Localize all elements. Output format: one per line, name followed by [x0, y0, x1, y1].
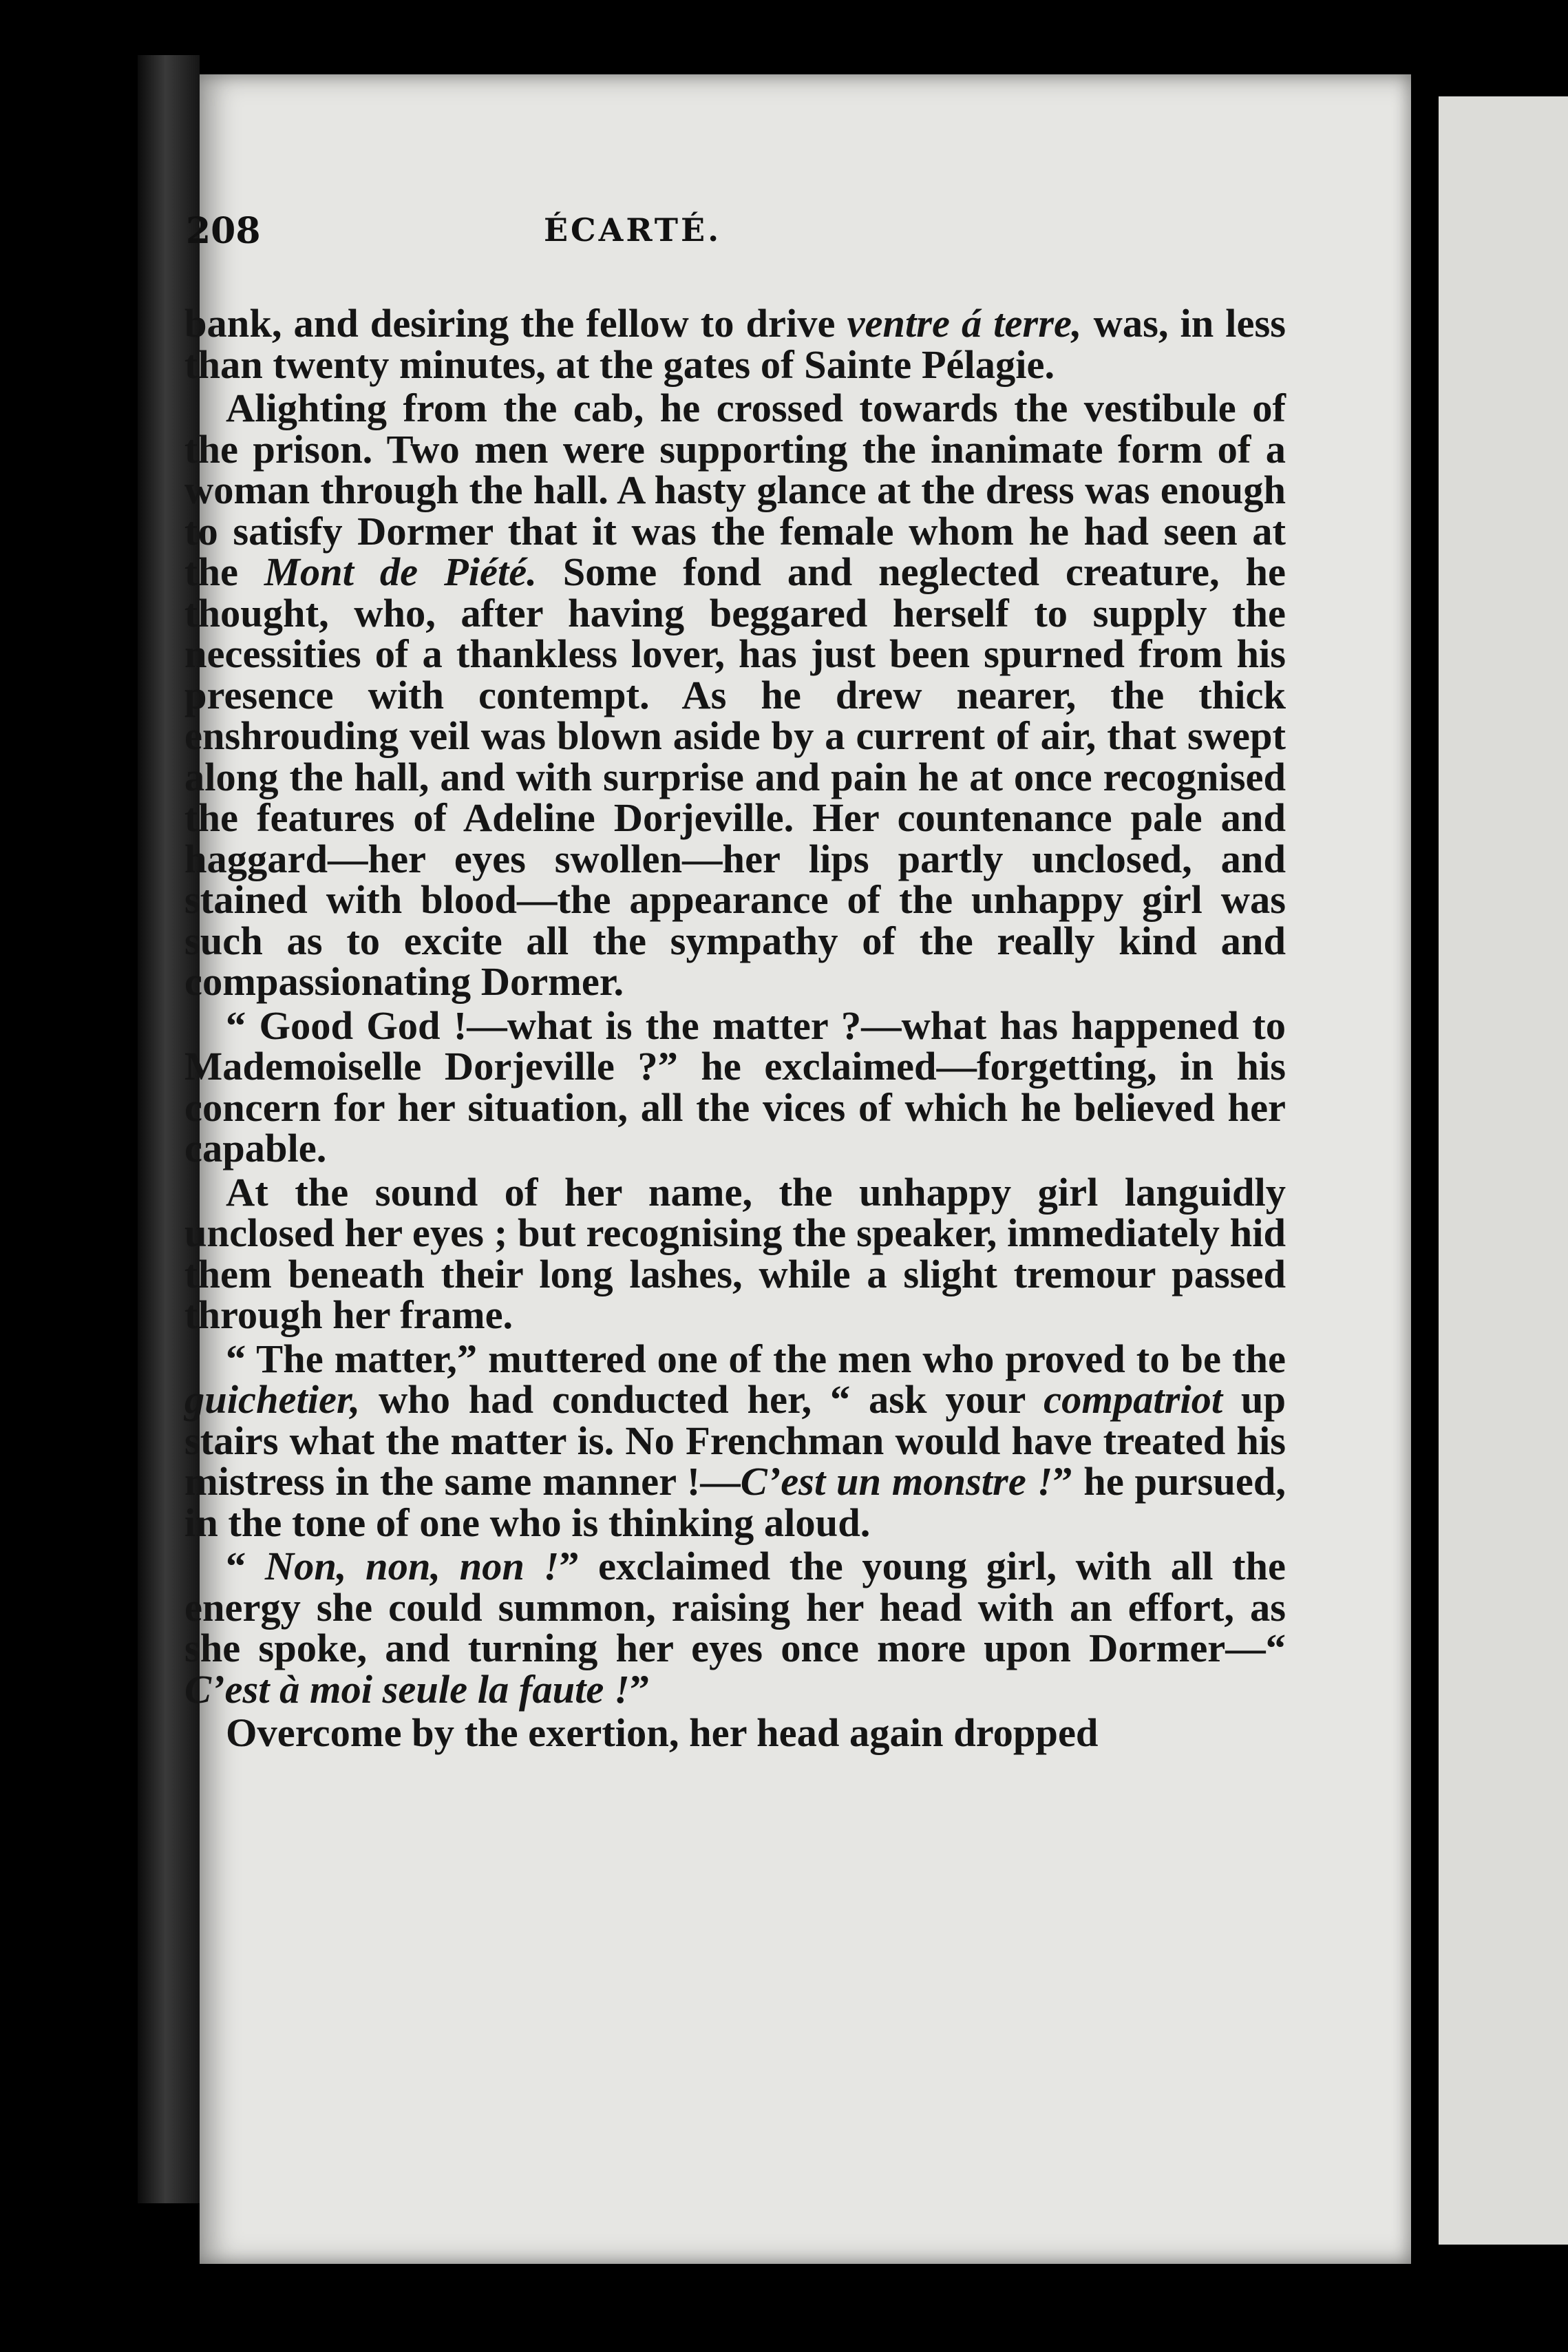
paragraph [184, 1002, 1286, 1170]
italic-text: ventre á terre, [847, 301, 1082, 346]
text-run: ” [629, 1666, 650, 1712]
text-run: “ [226, 1544, 265, 1588]
running-title: ÉCARTÉ. [544, 211, 722, 249]
facing-page-edge [1439, 96, 1568, 2245]
text-run: “ Good God !—what is the matter ?—what has happened to Mademoiselle Dorjeville ?” he exclaimed—forgetting, in his concern for her situation, all the vices of which he believed her capable. [184, 1002, 1286, 1170]
text-run: At the sound of her name, the unhappy girl languidly unclosed her eyes ; but recognising the speaker, immediately hid them beneath their long lashes, while a slight tremour passed through her frame. [184, 1169, 1286, 1337]
paragraph [184, 1546, 1286, 1710]
italic-text: Non, non, non ! [264, 1544, 560, 1588]
text-run: who had conducted her, “ ask your [360, 1377, 1044, 1422]
body-text [184, 303, 1286, 2093]
text-run: Some fond and neglected creature, he thought, who, after having beggared herself to supply the necessities of a thankless lover, has just been spurned from his presence with contempt. As he drew nearer, the thick enshrouding veil was blown aside by a current of air, that swept along the hall, and with surprise and pain he at once recognised the features of Adeline Dorjeville. Her countenance pale and haggard—her eyes swollen—her lips partly unclosed, and stained with blood—the appearance of the unhappy girl was such as to excite all the sympathy of the really kind and compassionating Dormer. [184, 549, 1286, 1004]
running-head [186, 210, 1101, 272]
paragraph [184, 1169, 1286, 1337]
paragraph [184, 1712, 1286, 1754]
text-run: ” he pursued, in the tone of one who is thinking aloud. [184, 1459, 1286, 1545]
text-run: up stairs what the matter is. No Frenchman would have treated his mistress in the same manner !— [184, 1377, 1286, 1504]
text-run: bank, and desiring the fellow to drive [184, 301, 847, 346]
text-run: was, in less than twenty minutes, at the gates of Sainte Pélagie. [184, 301, 1286, 387]
paragraph [184, 388, 1286, 1002]
italic-text: C’est à moi seule la faute ! [184, 1666, 630, 1712]
italic-text: compatriot [1043, 1377, 1223, 1422]
text-run: “ The matter,” muttered one of the men who proved to be the [226, 1336, 1286, 1381]
paragraph [184, 303, 1286, 385]
italic-text: C’est un monstre ! [740, 1459, 1053, 1504]
page-number: 208 [186, 210, 261, 252]
paragraph [184, 1338, 1286, 1544]
text-run: ” exclaimed the young girl, with all the energy she could summon, raising her head with an effort, as she spoke, and turning her eyes once more upon Dormer—“ [184, 1544, 1286, 1670]
text-run: Overcome by the exertion, her head again dropped [226, 1710, 1099, 1755]
italic-text: guichetier, [184, 1377, 361, 1422]
italic-text: Mont de Piété. [264, 549, 537, 594]
text-run: Alighting from the cab, he crossed towards the vestibule of the prison. Two men were supporting the inanimate form of a woman through the hall. A hasty glance at the dress was enough to satisfy Dormer that it was the female whom he had seen at the [184, 386, 1286, 594]
